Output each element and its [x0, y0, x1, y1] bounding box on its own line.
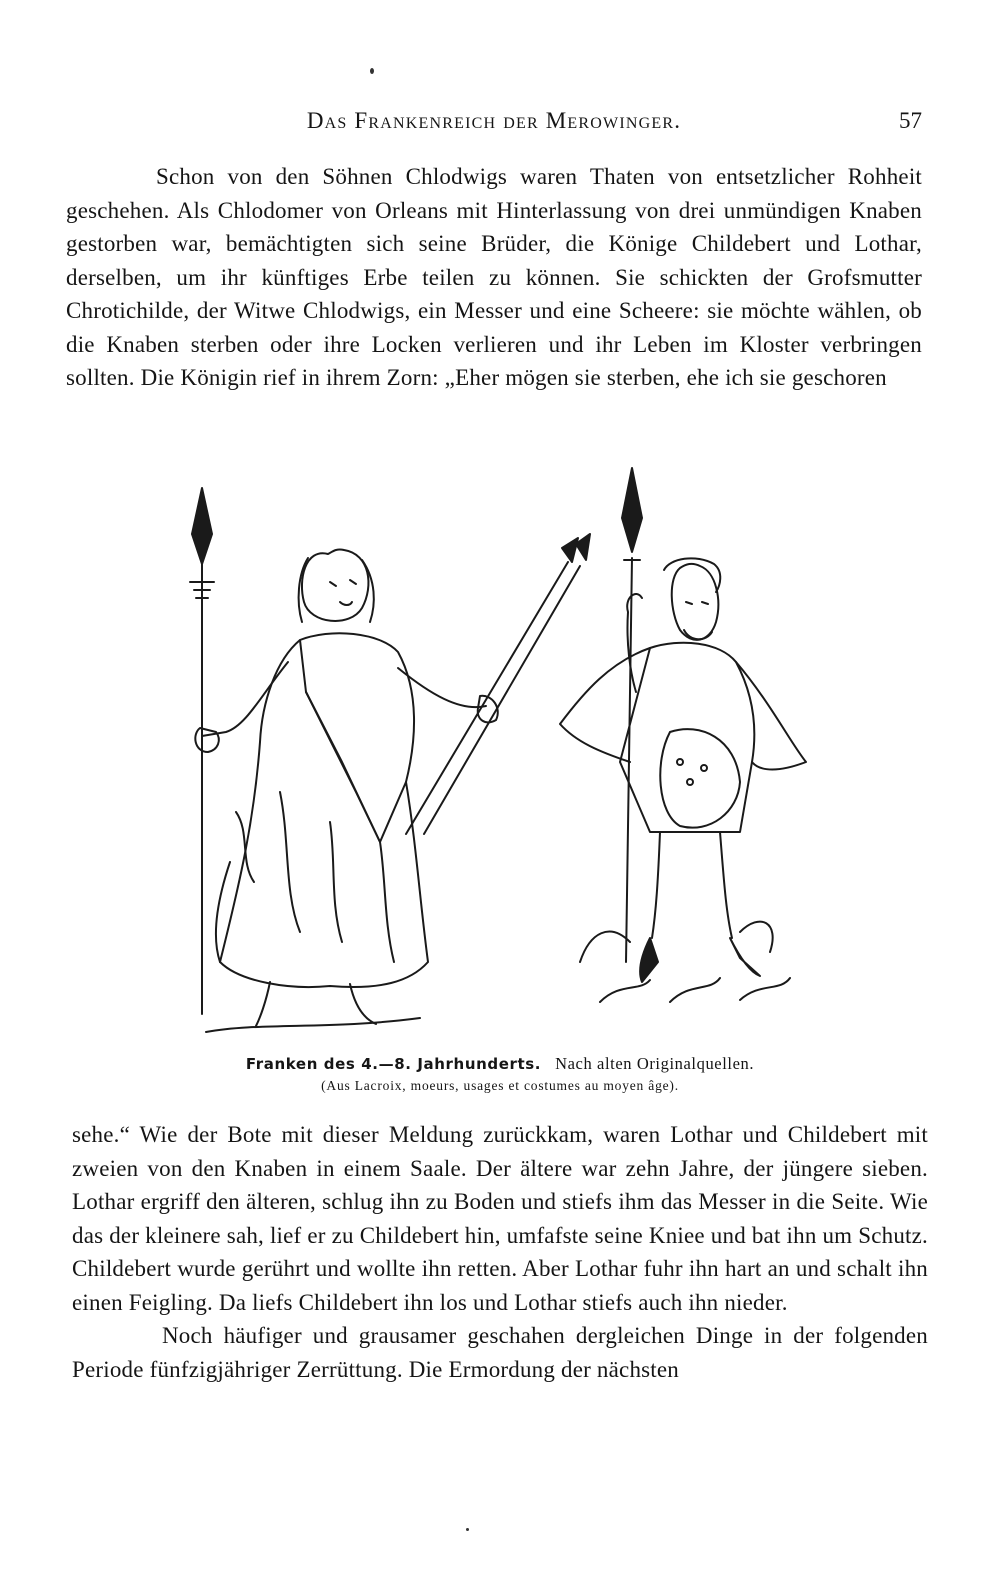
ink-speck	[466, 1528, 469, 1531]
text-block-bottom	[72, 1118, 928, 1386]
ink-speck	[370, 68, 374, 74]
page-title: Das Frankenreich der Merowinger.	[306, 108, 682, 133]
paragraph: sehe.“ Wie der Bote mit dieser Meldung zurückkam, waren Lothar und Childebert mit zweien von den Knaben in einem Saale. Der ältere war zehn Jahre, der jüngere sieben. Lothar ergriff den älteren, schlug ihn zu Boden und stiefs ihm das Messer in die Seite. Wie das der kleinere sah, lief er zu Childebert hin, umfafste seine Kniee und bat ihn um Schutz. Childebert wurde gerührt und wollte ihn retten. Aber Lothar fuhr ihn hart an und schalt ihn einen Feigling. Da liefs Childebert ihn los und Lothar stiefs auch ihn nieder.	[72, 1122, 928, 1315]
caption-title: Franken des 4.—8. Jahrhunderts.	[245, 1055, 542, 1073]
left-double-spear	[406, 534, 590, 834]
page-number: 57	[899, 108, 922, 133]
caption-source: Nach alten Originalquellen.	[555, 1054, 755, 1073]
figure-caption	[160, 1054, 840, 1074]
paragraph: Noch häufiger und grausamer geschahen dergleichen Dinge in der folgenden Periode fünfzigjähriger Zerrüttung. Die Ermordung der nächsten	[72, 1323, 928, 1382]
figure-credit: (Aus Lacroix, moeurs, usages et costumes au moyen âge).	[321, 1078, 679, 1093]
paragraph: Schon von den Söhnen Chlodwigs waren Thaten von entsetzlicher Rohheit geschehen. Als Chlodomer von Orleans mit Hinterlassung von drei unmündigen Knaben gestorben war, bemächtigten sich seine Brüder, die Könige Childebert und Lothar, derselben, um ihr künftiges Erbe teilen zu können. Sie schickten der Grofsmutter Chrotichilde, der Witwe Chlodwigs, ein Messer und eine Scheere: sie möchte wählen, ob die Knaben sterben oder ihre Locken verlieren und ihr Leben im Kloster verbringen sollten. Die Königin rief in ihrem Zorn: „Eher mögen sie sterben, ehe ich sie geschoren	[66, 164, 922, 390]
left-warrior-figure	[195, 549, 497, 1032]
running-head	[66, 108, 922, 138]
text-block-top	[66, 160, 922, 395]
right-warrior-figure	[560, 558, 806, 1002]
illustration-franks	[180, 462, 840, 1047]
